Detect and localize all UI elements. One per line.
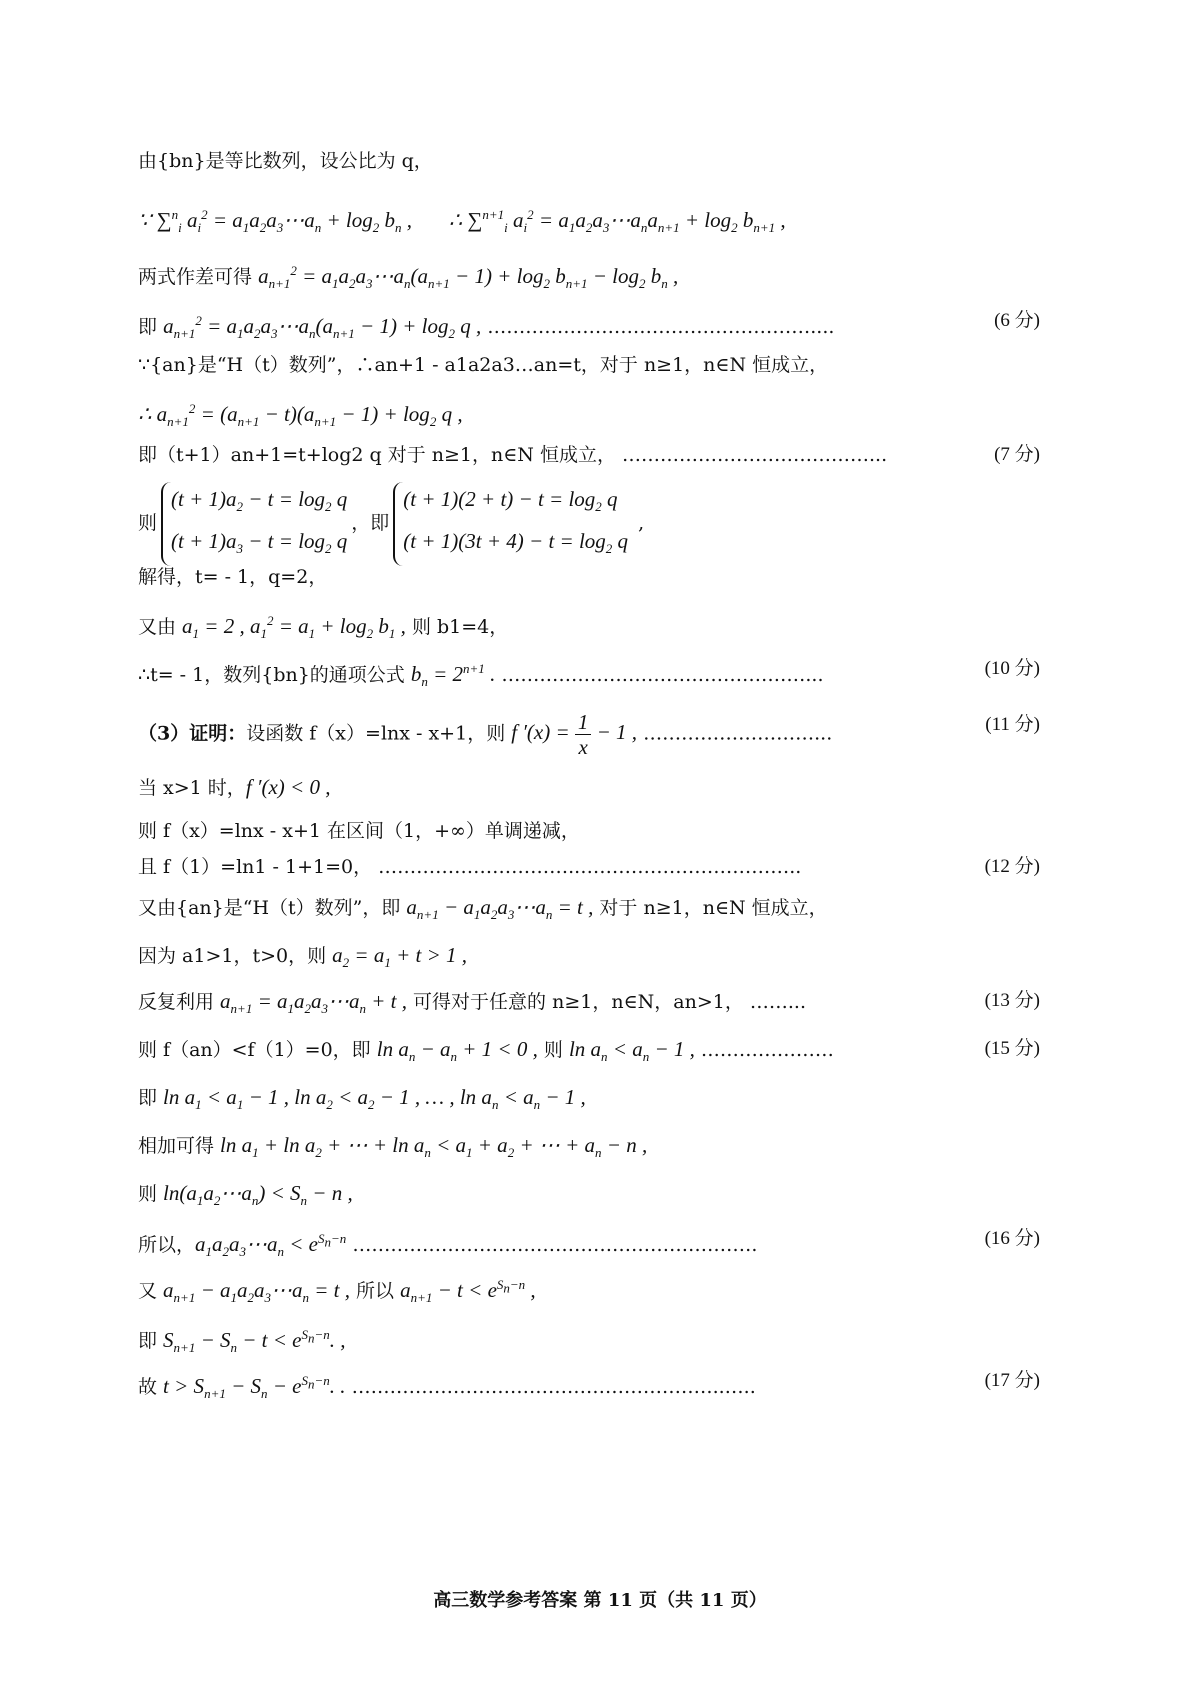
- line-text: 所以: [350, 1280, 401, 1302]
- equation: $a_{n+1}$ − $a_1a_2a_3\cdots a_n = t$ ,: [406, 895, 594, 923]
- equation: f ′(x) < 0 ,: [245, 775, 331, 799]
- dot-leader: …………………………………...: [622, 444, 888, 466]
- line-20: [138, 1082, 1040, 1120]
- line-21: [138, 1130, 1040, 1168]
- dot-leader: ……...: [749, 991, 807, 1013]
- line-text: 则: [138, 512, 158, 535]
- line-18: [138, 986, 1040, 1024]
- equation: ∴ $a_{n+1}^2 = (a_{n+1} - t)(a_{n+1} - 1) + \log_2 q$ ,: [138, 401, 463, 430]
- line-17: [138, 940, 1040, 978]
- line-text: ∵{an}是“H（t）数列”，∴an+1 - a1a2a3…an=t，对于 n≥1，n∈N 恒成立，: [138, 354, 829, 376]
- dot-leader: …………………………..……………………………..: [378, 856, 802, 878]
- line-text: 则: [537, 1039, 569, 1061]
- equation: $\ln a_n - a_n + 1 < 0$ ,: [376, 1037, 538, 1065]
- line-text: 则 b1=4，: [405, 616, 509, 638]
- equation-system-1: $(t + 1)a_2 - t = \log_2 q$ $(t + 1)a_3 - t = \log_2 q$: [161, 482, 347, 566]
- dot-leader: ………………………...: [643, 722, 833, 745]
- line-text: 又由: [138, 616, 183, 638]
- line-text: 可得对于任意的 n≥1，n∈N，an>1，: [407, 991, 744, 1013]
- line-19: [138, 1034, 1040, 1072]
- line-text: 故: [138, 1376, 164, 1398]
- equation: $a_1a_2a_3\cdots a_n < e^{S_n-n}$: [195, 1231, 347, 1260]
- line-24: [138, 1270, 1040, 1313]
- line-text: 又由{an}是“H（t）数列”，即: [138, 897, 407, 919]
- equation: $a_1 = 2$ , $a_1^2 = a_1 + \log_2 b_1$ ,: [182, 613, 406, 642]
- page-footer: 高三数学参考答案 第 11 页（共 11 页）: [433, 1590, 767, 1611]
- equation: $a_{n+1}$ − $a_1a_2a_3\cdots a_n = t$ ,: [163, 1278, 351, 1306]
- equation: $a_{n+1}^2$ = $a_1a_2a_3\cdots a_n(a_{n+1} - 1) + \log_2 q$ ,: [163, 313, 482, 342]
- line-text: ∴t= - 1，数列{bn}的通项公式: [138, 664, 411, 686]
- line-9: [138, 562, 1040, 592]
- line-text: 则 f（an）<f（1）=0，即: [138, 1039, 377, 1061]
- line-22: [138, 1178, 1040, 1216]
- line-text: 对于 n≥1，n∈N 恒成立，: [593, 897, 828, 919]
- score-6: (6 分): [994, 310, 1040, 331]
- line-text: 因为 a1>1，t>0，则: [138, 945, 333, 967]
- equation: $a_{n+1}$ = $a_1a_2a_3\cdots a_n + t$ ,: [220, 989, 408, 1017]
- line-text: 即: [138, 1330, 164, 1352]
- line-25: [138, 1320, 1040, 1363]
- line-23: [138, 1224, 1040, 1267]
- equation-system-2: $(t + 1)(2 + t) - t = \log_2 q$ $(t + 1)(3t + 4) - t = \log_2 q$: [393, 482, 628, 566]
- line-13: [138, 772, 1040, 803]
- dot-leader: …………………………………………………..…..: [351, 1376, 756, 1398]
- line-text: 即: [138, 1087, 164, 1109]
- line-11: [138, 654, 1040, 697]
- line-text: 两式作差可得: [138, 266, 253, 288]
- equation: $\ln a_1 + \ln a_2$ + ⋯ + $\ln a_n < a_1 + a_2$ + ⋯ + $a_n - n$ ,: [220, 1133, 648, 1161]
- line-2: [138, 200, 1040, 243]
- equation: $a_{n+1} - t < e^{S_n-n}$ ,: [400, 1277, 536, 1306]
- score-11: (11 分): [985, 714, 1040, 735]
- equation: $t > S_{n+1} - S_n - e^{S_n-n}$. .: [163, 1373, 346, 1402]
- line-16: [138, 892, 1040, 930]
- line-6: [138, 394, 1040, 437]
- line-text: 设函数 f（x）=lnx - x+1，则: [246, 722, 512, 745]
- line-text: 且 f（1）=ln1 - 1+1=0，: [138, 856, 373, 878]
- line-12: [138, 710, 1040, 759]
- line-text: 由{bn}是等比数列，设公比为 q，: [138, 150, 433, 172]
- score-10: (10 分): [984, 658, 1040, 679]
- line-10: [138, 606, 1040, 649]
- line-text: 则: [138, 1183, 164, 1205]
- line-text: 则 f（x）=lnx - x+1 在区间（1，+∞）单调递减，: [138, 820, 580, 842]
- equation: $S_{n+1} - S_n - t < e^{S_n-n}$. ,: [163, 1327, 346, 1356]
- line-text: 即（t+1）an+1=t+log2 q 对于 n≥1，n∈N 恒成立，: [138, 444, 616, 466]
- diff-equation: $a_{n+1}^2$ = $a_1a_2a_3\cdots a_n(a_{n+1} - 1) + \log_2 b_{n+1} - \log_2 b_n$ ,: [258, 263, 679, 292]
- equation: f ′(x) = $\frac{1}{x}$ − 1 ,: [511, 710, 638, 759]
- line-1: [138, 146, 1040, 176]
- line-text: 又: [138, 1280, 164, 1302]
- line-5: [138, 350, 1040, 380]
- dot-leader: ……………………………………………....: [487, 316, 835, 338]
- proof-label: （3）证明：: [138, 722, 247, 745]
- line-8: 则 $(t + 1)a_2 - t = \log_2 q$ $(t + 1)a_3 - t = \log_2 q$ ，即 $(t + 1)(2 + t) - t = \log_2 q$ $(t + 1)(3t + 4) - t = \log_2 q$ ,: [138, 482, 1040, 566]
- line-7: [138, 440, 1040, 470]
- equation: $\ln a_1 < a_1 - 1$ , $\ln a_2 < a_2 - 1$ , … , $\ln a_n < a_n - 1$ ,: [163, 1085, 586, 1113]
- line-text: 解得，t= - 1，q=2，: [138, 566, 328, 588]
- equation: $b_n = 2^{n+1}$ .: [410, 661, 496, 690]
- score-7: (7 分): [994, 444, 1040, 465]
- sum-equations: ∵ ∑$^n_i$ $a_i^2$ = $a_1a_2a_3\cdots a_n + \log_2 b_n$ , ∴ ∑$^{n+1}_i$ $a_i^2$ = $a_1a_2a_3\cdots a_na_{n+1} + \log_2 b_{n+1}$ ,: [138, 207, 786, 236]
- line-15: [138, 852, 1040, 882]
- line-14: [138, 816, 1040, 846]
- line-text: ，即: [351, 512, 390, 535]
- line-3: [138, 256, 1040, 299]
- equation: $\ln(a_1a_2\cdots a_n) < S_n - n$ ,: [163, 1181, 353, 1209]
- line-text: 即: [138, 316, 158, 338]
- score-15: (15 分): [984, 1038, 1040, 1059]
- line-text: 所以，: [138, 1234, 196, 1256]
- equation: $\ln a_n < a_n - 1$ ,: [568, 1037, 695, 1065]
- score-16: (16 分): [984, 1228, 1040, 1249]
- line-4: [138, 306, 1040, 349]
- line-text: 反复利用: [138, 991, 221, 1013]
- dot-leader: ……………………………………………………….: [352, 1234, 758, 1256]
- score-17: (17 分): [984, 1370, 1040, 1391]
- line-text: 相加可得: [138, 1135, 221, 1157]
- score-13: (13 分): [984, 990, 1040, 1011]
- equation: $a_2 = a_1 + t > 1$ ,: [332, 943, 468, 971]
- dot-leader: …………………: [700, 1039, 834, 1061]
- score-12: (12 分): [984, 856, 1040, 877]
- dot-leader: …………………………………………...: [501, 664, 824, 686]
- line-26: [138, 1366, 1040, 1409]
- line-text: 当 x>1 时，: [138, 777, 246, 799]
